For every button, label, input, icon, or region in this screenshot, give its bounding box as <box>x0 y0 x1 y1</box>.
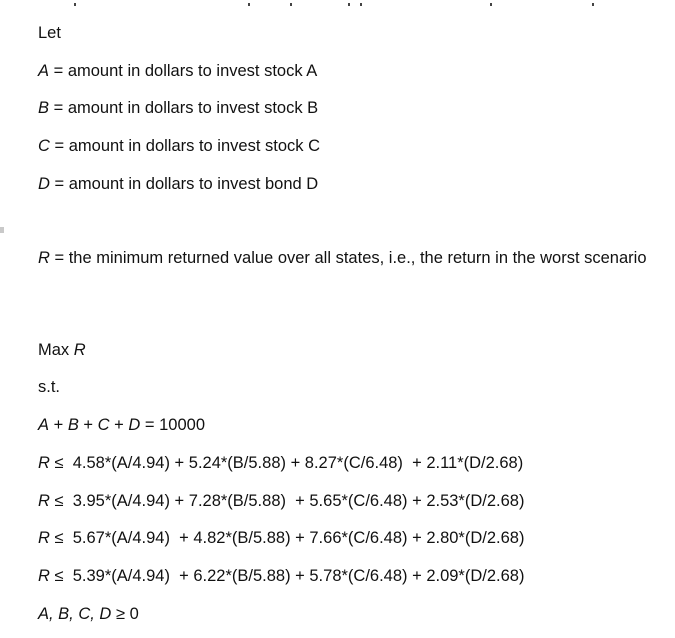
budget-total: = 10000 <box>140 416 205 434</box>
nonnegativity-constraint <box>38 603 139 625</box>
definition-b <box>38 97 318 119</box>
definition-c <box>38 135 320 157</box>
constraint-expression: ≤ 3.95*(A/4.94) + 7.28*(B/5.88) + 5.65*(C/6.48) + 2.53*(D/2.68) <box>49 492 525 510</box>
constraint-1 <box>38 452 523 474</box>
variable-name: R <box>38 529 50 547</box>
variable-name: D <box>38 175 50 193</box>
definition-text: = amount in dollars to invest stock C <box>49 137 321 155</box>
variable-name: R <box>38 567 50 585</box>
variable-name: B <box>67 416 79 434</box>
margin-marker <box>0 227 4 233</box>
objective-variable: R <box>73 341 86 359</box>
variable-name: R <box>38 249 50 267</box>
variable-name: D <box>128 416 141 434</box>
constraint-4 <box>38 565 524 587</box>
operator: + <box>109 416 129 434</box>
objective-prefix: Max <box>38 341 74 359</box>
variable-name: B <box>38 99 50 117</box>
definition-d <box>38 173 318 195</box>
intro-text: Let <box>38 24 61 42</box>
definition-text: = the minimum returned value over all states, i.e., the return in the worst scenario <box>49 249 647 267</box>
objective <box>38 339 86 361</box>
subject-to-label: s.t. <box>38 378 61 396</box>
cropped-text-fragment <box>30 0 630 8</box>
variable-name: C <box>97 416 110 434</box>
constraint-2 <box>38 490 524 512</box>
definition-text: = amount in dollars to invest stock B <box>49 99 319 117</box>
constraint-expression: ≤ 4.58*(A/4.94) + 5.24*(B/5.88) + 8.27*(C/6.48) + 2.11*(D/2.68) <box>49 454 524 472</box>
variable-name: A <box>38 416 50 434</box>
definition-text: = amount in dollars to invest bond D <box>49 175 319 193</box>
definition-text: = amount in dollars to invest stock A <box>49 62 318 80</box>
operator: + <box>78 416 98 434</box>
variable-list: A, B, C, D <box>38 605 112 623</box>
nonnegativity-bound: ≥ 0 <box>111 605 139 623</box>
variable-name: A <box>38 62 50 80</box>
variable-name: C <box>38 137 50 155</box>
constraint-expression: ≤ 5.39*(A/4.94) + 6.22*(B/5.88) + 5.78*(C/6.48) + 2.09*(D/2.68) <box>49 567 525 585</box>
operator: + <box>49 416 68 434</box>
constraint-expression: ≤ 5.67*(A/4.94) + 4.82*(B/5.88) + 7.66*(C/6.48) + 2.80*(D/2.68) <box>49 529 525 547</box>
definition-a <box>38 60 317 82</box>
variable-name: R <box>38 492 50 510</box>
variable-name: R <box>38 454 50 472</box>
budget-constraint <box>38 414 205 436</box>
constraint-3 <box>38 527 524 549</box>
definition-r <box>38 245 668 272</box>
